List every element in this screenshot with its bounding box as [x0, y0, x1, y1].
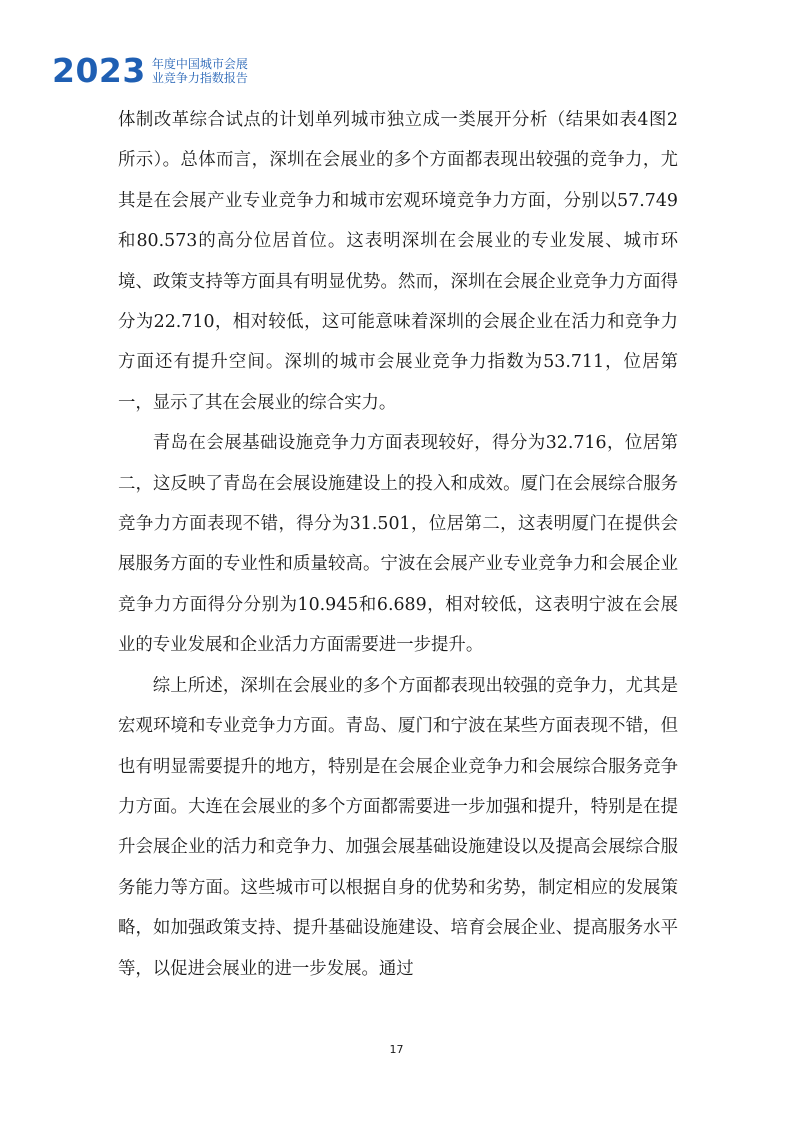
paragraph-2: 青岛在会展基础设施竞争力方面表现较好，得分为32.716，位居第二，这反映了青岛在会展设施建设上的投入和成效。厦门在会展综合服务竞争力方面表现不错，得分为31.501，位居第二，这表明厦门在提供会展服务方面的专业性和质量较高。宁波在会展产业专业竞争力和会展企业竞争力方面得分分别为10.945和6.689，相对较低，这表明宁波在会展业的专业发展和企业活力方面需要进一步提升。	[118, 433, 678, 656]
header-subtitle-line1: 年度中国城市会展	[151, 56, 248, 71]
header-subtitle	[152, 57, 248, 85]
page-number: 17	[389, 1043, 404, 1056]
paragraph-3: 综上所述，深圳在会展业的多个方面都表现出较强的竞争力，尤其是宏观环境和专业竞争力方面。青岛、厦门和宁波在某些方面表现不错，但也有明显需要提升的地方，特别是在会展企业竞争力和会展综合服务竞争力方面。大连在会展业的多个方面都需要进一步加强和提升，特别是在提升会展企业的活力和竞争力、加强会展基础设施建设以及提高会展综合服务能力等方面。这些城市可以根据自身的优势和劣势，制定相应的发展策略，如加强政策支持、提升基础设施建设、培育会展企业、提高服务水平等，以促进会展业的进一步发展。通过	[118, 675, 678, 979]
paragraph-1: 体制改革综合试点的计划单列城市独立成一类展开分析（结果如表4图2所示）。总体而言，深圳在会展业的多个方面都表现出较强的竞争力，尤其是在会展产业专业竞争力和城市宏观环境竞争力方面，分别以57.749和80.573的高分位居首位。这表明深圳在会展业的专业发展、城市环境、政策支持等方面具有明显优势。然而，深圳在会展企业竞争力方面得分为22.710，相对较低，这可能意味着深圳的会展企业在活力和竞争力方面还有提升空间。深圳的城市会展业竞争力指数为53.711，位居第一，显示了其在会展业的综合实力。	[118, 110, 678, 413]
header-subtitle-line2: 业竞争力指数报告	[151, 70, 248, 85]
header-year: 2023	[52, 51, 146, 90]
body-text	[118, 100, 678, 989]
report-header	[52, 51, 248, 90]
